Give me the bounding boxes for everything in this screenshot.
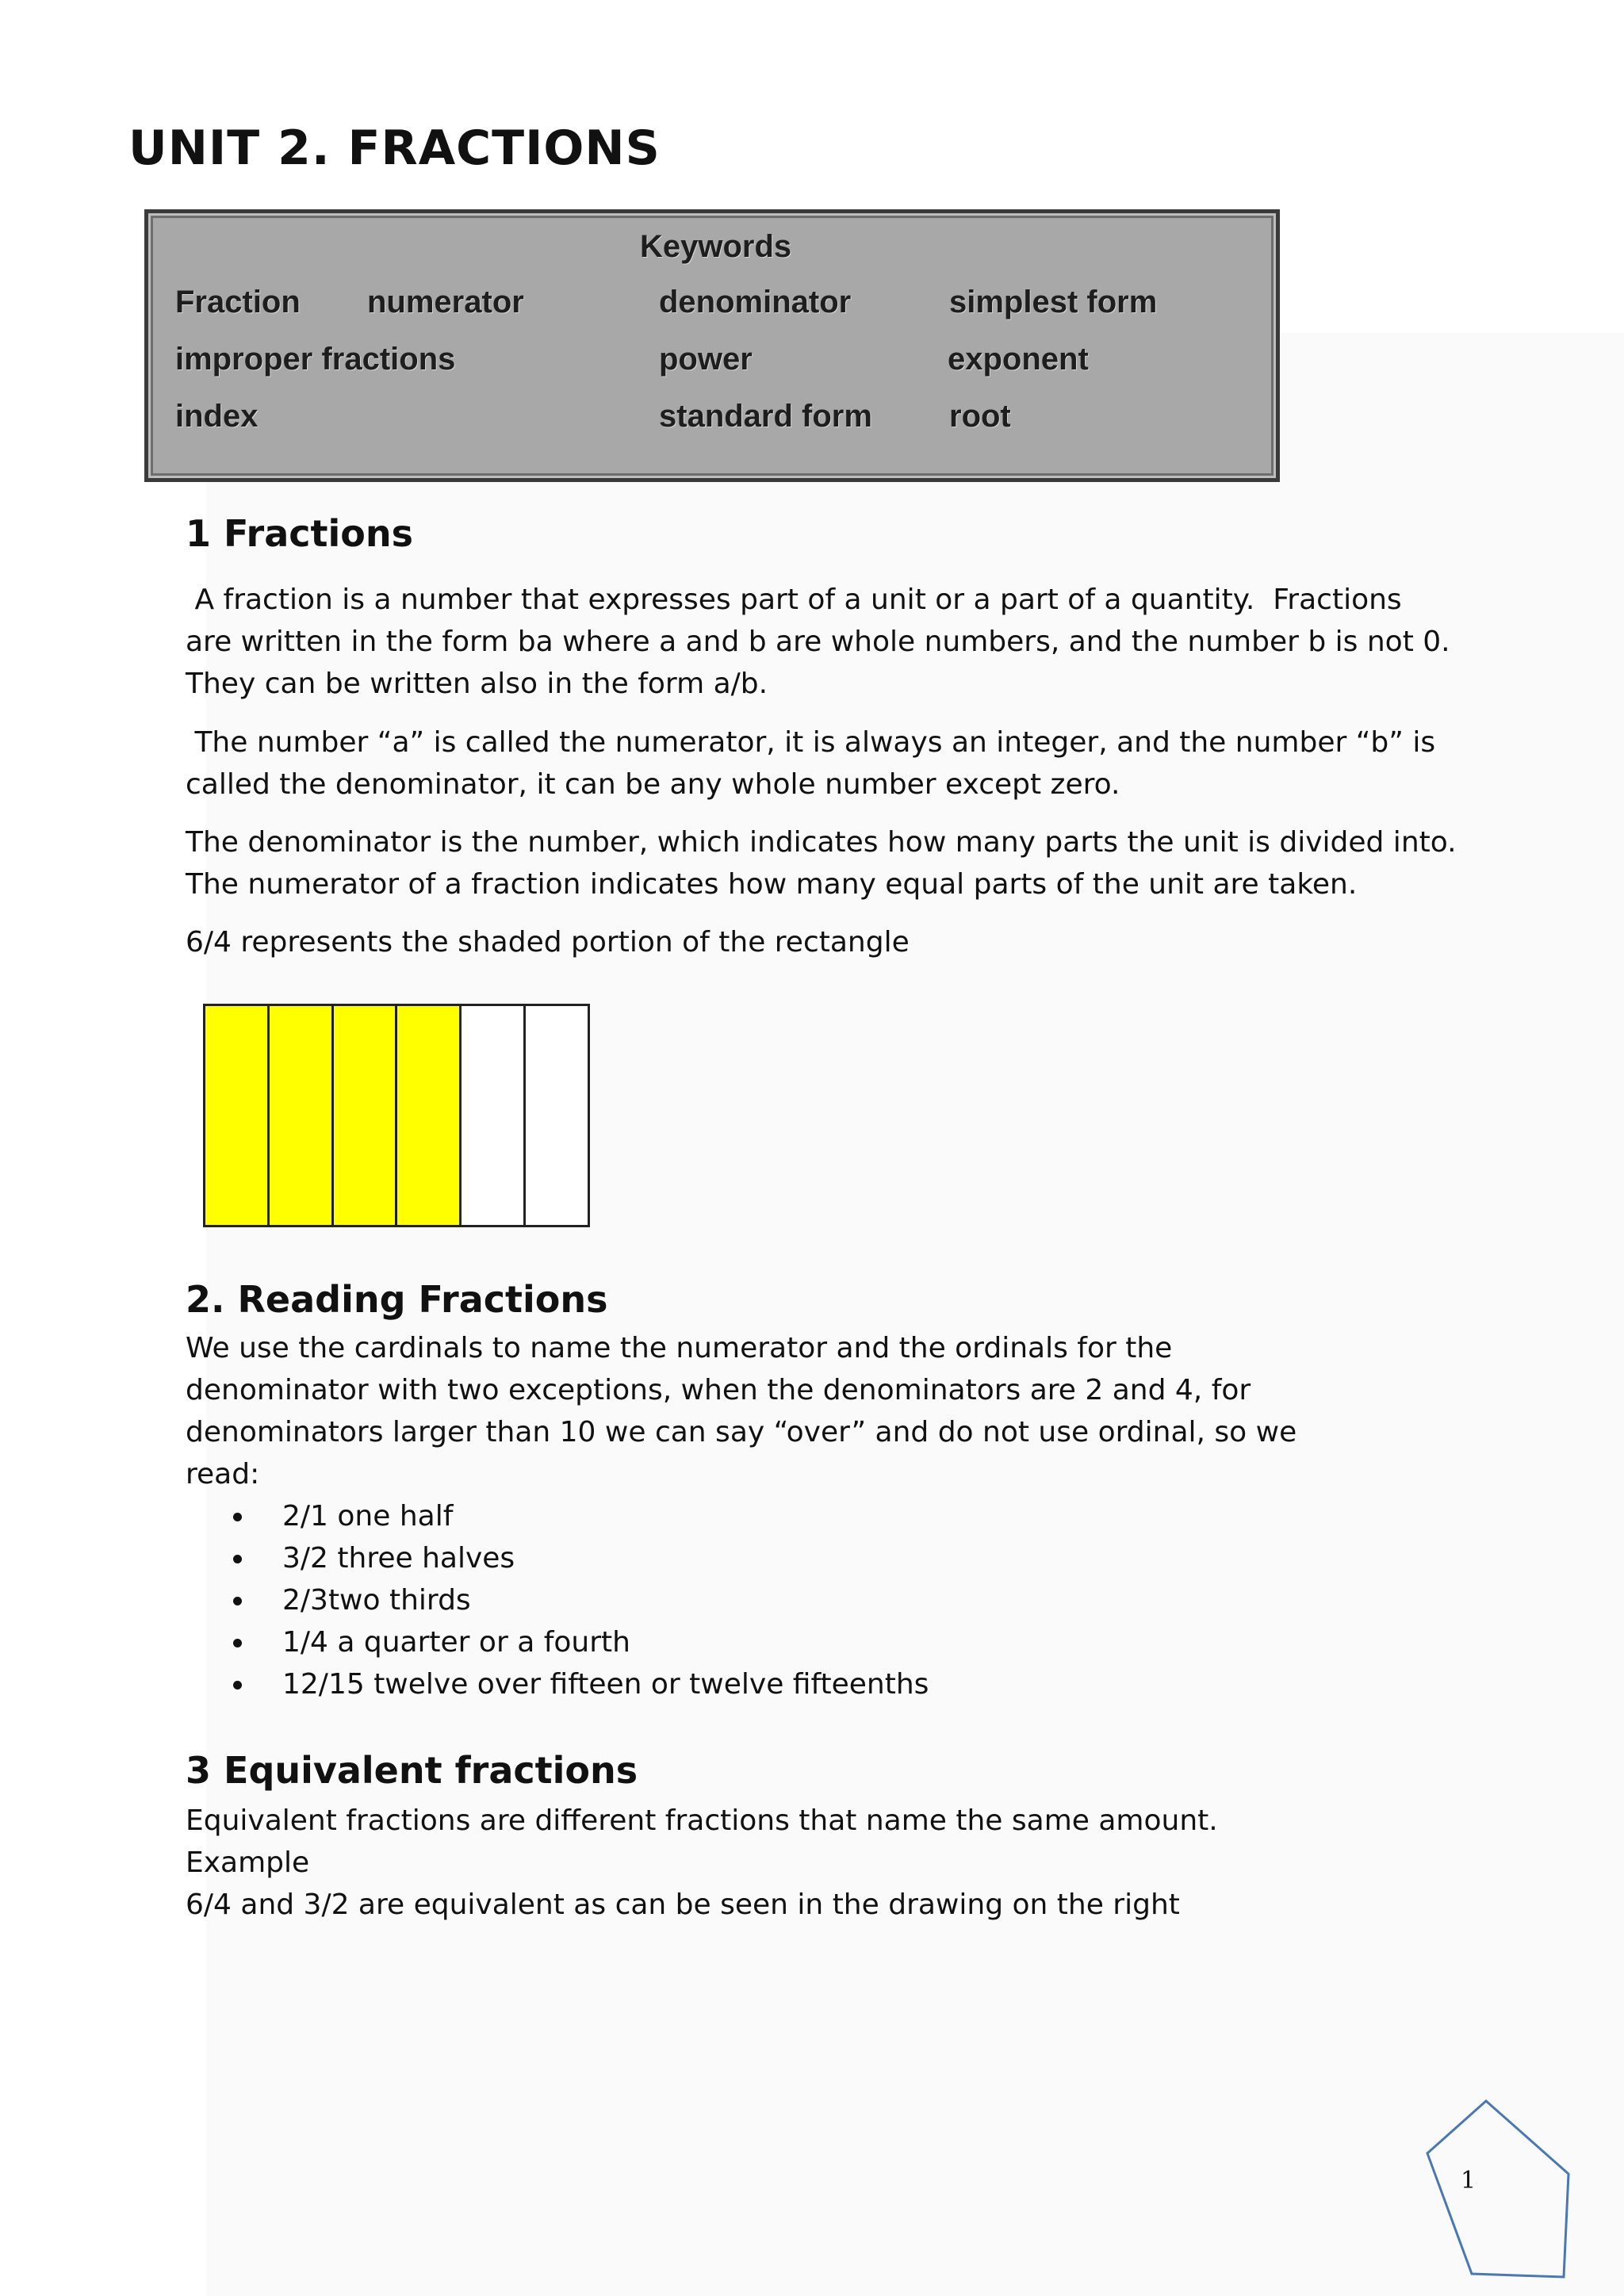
bullet-icon (233, 1597, 242, 1605)
fraction-bar-diagram (203, 1004, 590, 1227)
list-item-text: 1/4 a quarter or a fourth (282, 1626, 630, 1659)
keyword: denominator (659, 285, 852, 320)
keyword: Fraction (175, 285, 301, 320)
unit-title: UNIT 2. FRACTIONS (128, 121, 661, 176)
text-line: 6/4 and 3/2 are equivalent as can be seen in the drawing on the right (186, 1888, 1180, 1921)
bullet-icon (233, 1513, 242, 1521)
list-item (186, 1495, 929, 1537)
paragraph-reading-fractions (186, 1327, 1297, 1495)
text-line: The number “a” is called the numerator, it is always an integer, and the number “b” is (186, 726, 1436, 759)
keyword: improper fractions (175, 342, 456, 377)
list-item (186, 1663, 929, 1705)
reading-examples-list (186, 1495, 929, 1705)
text-line: denominators larger than 10 we can say “over” and do not use ordinal, so we (186, 1416, 1297, 1448)
keyword: exponent (948, 342, 1089, 377)
text-line: They can be written also in the form a/b. (186, 668, 768, 700)
keyword: power (659, 342, 753, 377)
list-item (186, 1621, 929, 1663)
section-heading-equivalent-fractions: 3 Equivalent fractions (186, 1749, 638, 1792)
bullet-icon (233, 1681, 242, 1689)
text-line: The numerator of a fraction indicates how many equal parts of the unit are taken. (186, 868, 1358, 901)
unshaded-part (526, 1006, 588, 1225)
list-item-text: 2/3two thirds (282, 1584, 471, 1617)
keywords-box (144, 209, 1280, 482)
text-line: called the denominator, it can be any whole number except zero. (186, 768, 1120, 801)
section-heading-reading-fractions: 2. Reading Fractions (186, 1278, 608, 1321)
bullet-icon (233, 1639, 242, 1647)
shaded-part (270, 1006, 334, 1225)
list-item-text: 12/15 twelve over fifteen or twelve fifteenths (282, 1668, 929, 1701)
list-item-text: 3/2 three halves (282, 1542, 515, 1575)
text-line: The denominator is the number, which indicates how many parts the unit is divided into. (186, 826, 1457, 859)
paragraph-equivalent-fractions (186, 1800, 1218, 1926)
text-line: denominator with two exceptions, when the denominators are 2 and 4, for (186, 1374, 1251, 1406)
keywords-title: Keywords (640, 229, 792, 264)
text-line: Equivalent fractions are different fractions that name the same amount. (186, 1804, 1218, 1837)
page-number-pencil-icon (1424, 2099, 1583, 2282)
page-number: 1 (1461, 2167, 1477, 2195)
list-item-text: 2/1 one half (282, 1500, 454, 1533)
text-line: We use the cardinals to name the numerator and the ordinals for the (186, 1332, 1173, 1364)
keyword: simplest form (949, 285, 1158, 320)
paragraph-fraction-definition (186, 579, 1450, 705)
keyword: index (175, 399, 259, 434)
text-line: read: (186, 1458, 260, 1490)
shaded-part (205, 1006, 270, 1225)
section-heading-fractions: 1 Fractions (186, 512, 413, 555)
keyword: standard form (659, 399, 872, 434)
text-line: are written in the form ba where a and b are whole numbers, and the number b is not 0. (186, 626, 1450, 658)
list-item (186, 1579, 929, 1621)
paragraph-denominator-meaning (186, 821, 1457, 905)
keyword: root (949, 399, 1011, 434)
text-line: Example (186, 1846, 310, 1879)
bullet-icon (233, 1555, 242, 1563)
shaded-part (397, 1006, 462, 1225)
unshaded-part (462, 1006, 526, 1225)
shaded-part (334, 1006, 398, 1225)
paragraph-numerator-denominator (186, 721, 1440, 806)
paragraph-shaded-portion: 6/4 represents the shaded portion of the rectangle (186, 926, 910, 959)
keyword: numerator (367, 285, 524, 320)
list-item (186, 1537, 929, 1579)
text-line: A fraction is a number that expresses part of a unit or a part of a quantity. Fractions (186, 584, 1402, 616)
